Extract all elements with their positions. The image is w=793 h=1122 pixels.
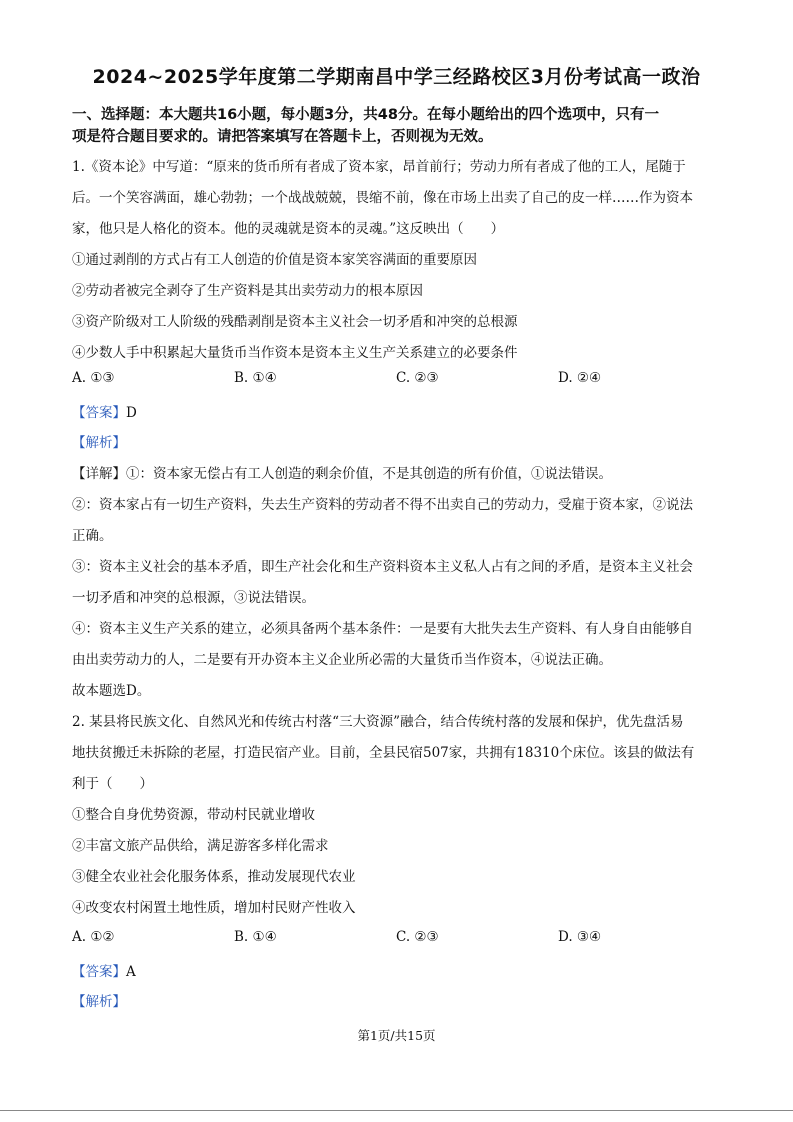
q1-answer-value: D — [126, 405, 137, 421]
q2-answer-tag: 【答案】 — [72, 964, 126, 980]
q1-detail-1 — [72, 462, 732, 482]
page-number: 第1页/共15页 — [357, 1028, 436, 1043]
q1-answer-tag: 【答案】 — [72, 405, 126, 421]
q1-detail-tag: 【详解】 — [72, 466, 126, 482]
q1-statement-1: ①通过剥削的方式占有工人创造的价值是资本家笑容满面的重要原因 — [72, 252, 477, 268]
q1-detail-2a: ②：资本家占有一切生产资料，失去生产资料的劳动者不得不出卖自己的劳动力，受雇于资本家，②说法 — [72, 497, 693, 513]
q1-stem-line2: 后。一个笑容满面，雄心勃勃；一个战战兢兢，畏缩不前，像在市场上出卖了自己的皮一样……作为资本 — [72, 190, 693, 206]
q1-detail-2b: 正确。 — [72, 528, 113, 544]
q2-answer-row — [72, 960, 732, 980]
q2-option-b: B. ①④ — [234, 929, 277, 945]
q1-statement-2: ②劳动者被完全剥夺了生产资料是其出卖劳动力的根本原因 — [72, 283, 423, 299]
q2-option-c: C. ②③ — [396, 929, 439, 945]
q1-stem-line3: 家，他只是人格化的资本。他的灵魂就是资本的灵魂。”这反映出（ ） — [72, 221, 505, 237]
q2-stem-line1: 2. 某县将民族文化、自然风光和传统古村落“三大资源”融合，结合传统村落的发展和保护，优先盘活易 — [72, 714, 684, 730]
q1-conclusion: 故本题选D。 — [72, 683, 151, 699]
q1-detail-3b: 一切矛盾和冲突的总根源，③说法错误。 — [72, 590, 315, 606]
q2-answer-value: A — [126, 964, 136, 980]
q1-stem-line1: 1.《资本论》中写道：“原来的货币所有者成了资本家，昂首前行；劳动力所有者成了他的工人，尾随于 — [72, 159, 686, 175]
q2-analysis-tag: 【解析】 — [72, 994, 126, 1010]
q1-detail-1-text: ①：资本家无偿占有工人创造的剩余价值，不是其创造的所有价值，①说法错误。 — [126, 466, 612, 482]
q2-option-a: A. ①② — [72, 929, 115, 945]
q1-detail-3a: ③：资本主义社会的基本矛盾，即生产社会化和生产资料资本主义私人占有之间的矛盾，是资本主义社会 — [72, 559, 693, 575]
q1-option-c: C. ②③ — [396, 370, 439, 386]
exam-title: 2024~2025学年度第二学期南昌中学三经路校区3月份考试高一政治 — [92, 66, 701, 88]
q1-statement-3: ③资产阶级对工人阶级的残酷剥削是资本主义社会一切矛盾和冲突的总根源 — [72, 314, 518, 330]
q1-detail-4b: 由出卖劳动力的人，二是要有开办资本主义企业所必需的大量货币当作资本，④说法正确。 — [72, 652, 612, 668]
q1-detail-4a: ④：资本主义生产关系的建立，必须具备两个基本条件：一是要有大批失去生产资料、有人身自由能够自 — [72, 621, 693, 637]
q2-statement-2: ②丰富文旅产品供给，满足游客多样化需求 — [72, 838, 329, 854]
q1-analysis-tag: 【解析】 — [72, 435, 126, 451]
q2-stem-line2: 地扶贫搬迁未拆除的老屋，打造民宿产业。目前，全县民宿507家，共拥有18310个床位。该县的做法有 — [72, 745, 695, 761]
section-instructions-line2: 项是符合题目要求的。请把答案填写在答题卡上，否则视为无效。 — [72, 129, 493, 145]
q1-option-b: B. ①④ — [234, 370, 277, 386]
q1-option-a: A. ①③ — [72, 370, 115, 386]
q1-option-d: D. ②④ — [558, 370, 602, 386]
q1-statement-4: ④少数人手中积累起大量货币当作资本是资本主义生产关系建立的必要条件 — [72, 345, 518, 361]
q1-answer-row — [72, 401, 732, 421]
q2-statement-1: ①整合自身优势资源，带动村民就业增收 — [72, 807, 315, 823]
q2-statement-3: ③健全农业社会化服务体系，推动发展现代农业 — [72, 869, 356, 885]
section-instructions-line1: 一、选择题：本大题共16小题，每小题3分，共48分。在每小题给出的四个选项中，只有一 — [72, 107, 659, 123]
q2-option-d: D. ③④ — [558, 929, 602, 945]
q2-statement-4: ④改变农村闲置土地性质，增加村民财产性收入 — [72, 900, 356, 916]
q2-stem-line3: 利于（ ） — [72, 776, 153, 792]
bottom-divider — [0, 1110, 793, 1111]
